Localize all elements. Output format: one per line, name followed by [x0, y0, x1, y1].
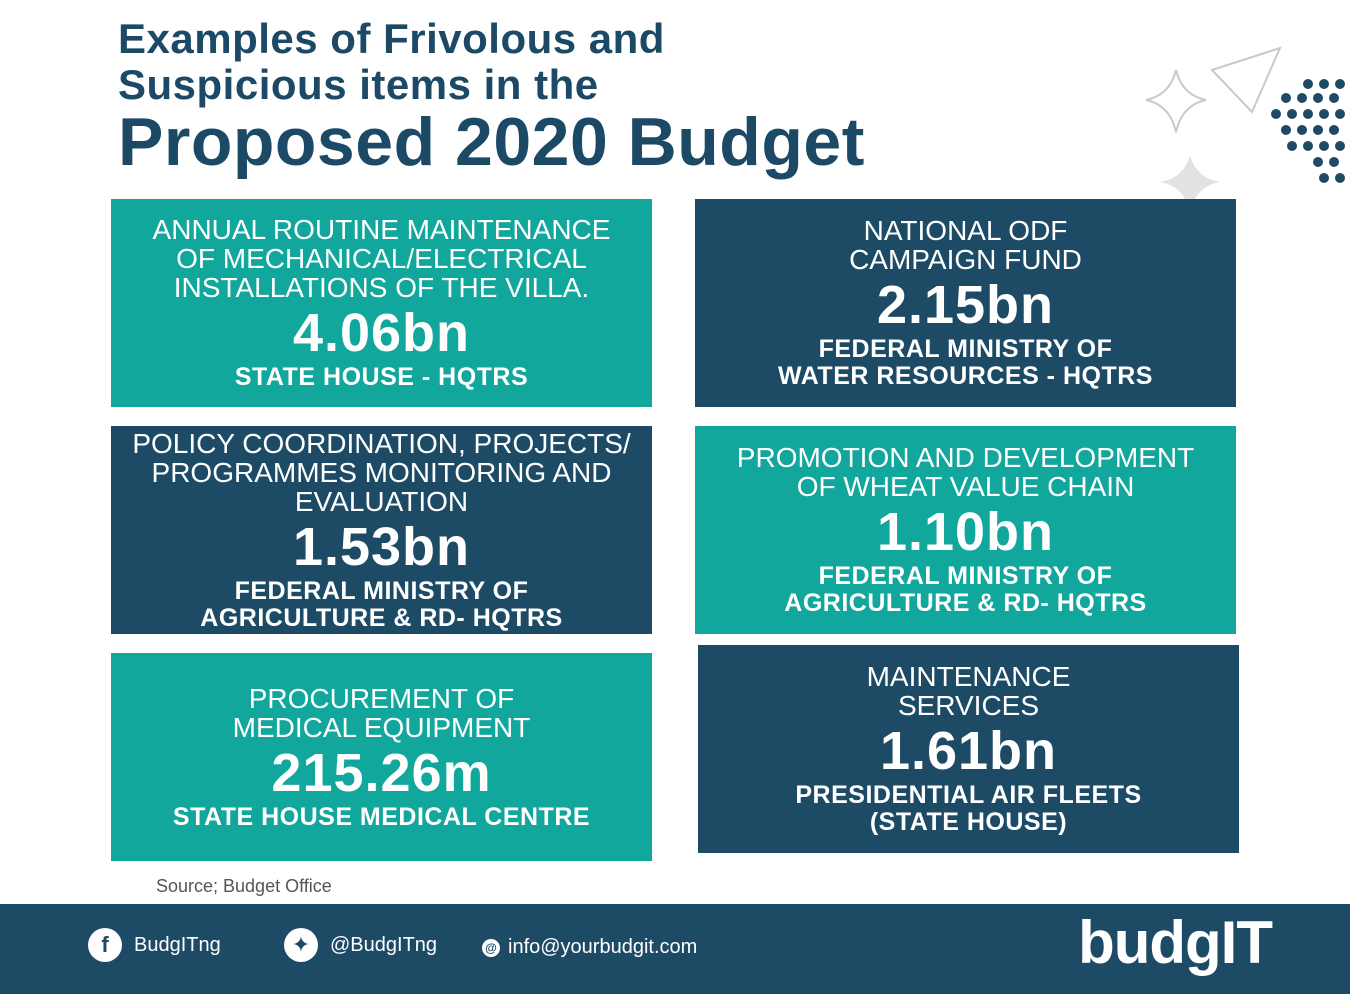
footer-bar [0, 904, 1350, 994]
budgit-logo: budgIT [1078, 909, 1272, 976]
facebook-handle: BudgITng [134, 933, 221, 956]
source-note: Source; Budget Office [156, 876, 332, 896]
item-amount: 4.06bn [292, 303, 471, 363]
budget-item-card [111, 653, 652, 861]
budget-item-card [698, 645, 1239, 853]
item-organization: STATE HOUSE - HQTRS [234, 363, 529, 391]
item-description: NATIONAL ODF CAMPAIGN FUND [849, 215, 1082, 275]
item-description: POLICY COORDINATION, PROJECTS/ PROGRAMMES MONITORING AND EVALUATION [132, 427, 631, 517]
item-organization: FEDERAL MINISTRY OF AGRICULTURE & RD- HQTRS [200, 576, 563, 632]
item-amount: 2.15bn [876, 275, 1055, 335]
email-icon: @ [482, 939, 500, 957]
budget-item-card [695, 426, 1236, 634]
item-amount: 1.10bn [876, 502, 1055, 562]
item-amount: 215.26m [271, 742, 492, 803]
item-description: MAINTENANCE SERVICES [866, 661, 1071, 721]
item-amount: 1.61bn [879, 721, 1058, 781]
item-organization: PRESIDENTIAL AIR FLEETS (STATE HOUSE) [795, 781, 1142, 836]
item-organization: FEDERAL MINISTRY OF WATER RESOURCES - HQTRS [778, 335, 1153, 390]
decorative-shapes-icon [1130, 40, 1350, 220]
budget-item-card [695, 199, 1236, 407]
budget-item-card [111, 426, 652, 634]
title-line-3: Proposed 2020 Budget [118, 104, 865, 180]
facebook-icon: f [88, 928, 122, 962]
email-link[interactable] [482, 936, 697, 959]
item-description: ANNUAL ROUTINE MAINTENANCE OF MECHANICAL/ELECTRICAL INSTALLATIONS OF THE VILLA. [152, 214, 611, 303]
item-description: PROCUREMENT OF MEDICAL EQUIPMENT [232, 682, 531, 743]
title-line-2: Suspicious items in the [118, 61, 599, 108]
email-address: info@yourbudgit.com [508, 936, 698, 958]
title-line-1: Examples of Frivolous and [118, 15, 665, 62]
item-organization: FEDERAL MINISTRY OF AGRICULTURE & RD- HQTRS [784, 562, 1147, 617]
twitter-handle: @BudgITng [330, 933, 438, 956]
item-description: PROMOTION AND DEVELOPMENT OF WHEAT VALUE CHAIN [736, 442, 1195, 502]
facebook-link[interactable] [88, 928, 221, 962]
item-organization: STATE HOUSE MEDICAL CENTRE [172, 802, 591, 831]
twitter-link[interactable] [284, 928, 437, 962]
item-amount: 1.53bn [292, 516, 471, 577]
twitter-icon: ✦ [284, 928, 318, 962]
budget-item-card [111, 199, 652, 407]
